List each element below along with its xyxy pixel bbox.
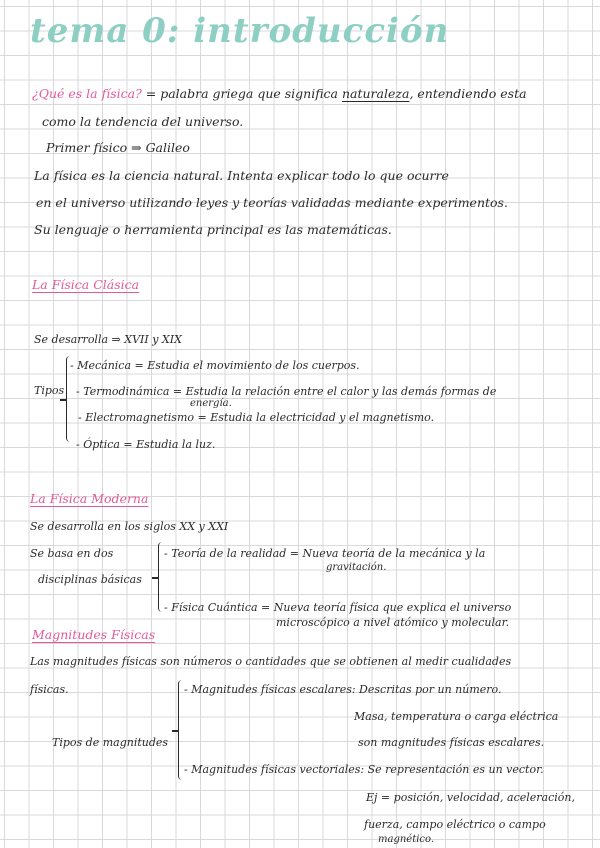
page-title: tema 0: introducción <box>30 11 450 51</box>
intro-line-2: como la tendencia del universo. <box>42 114 244 129</box>
magnitudes-vectoriales-ex-3: magnético. <box>378 834 435 845</box>
intro-line-6: Su lenguaje o herramienta principal es las matemáticas. <box>34 222 392 237</box>
moderna-heading: La Física Moderna <box>30 491 149 506</box>
moderna-item-relatividad: - Teoría de la realidad = Nueva teoría de la mecánica y la <box>164 547 486 560</box>
clasica-item-termodinamica-cont: energía. <box>190 398 232 409</box>
intro-naturaleza: naturaleza <box>341 86 410 101</box>
magnitudes-line-2: físicas. <box>30 683 69 696</box>
magnitudes-tipos-label: Tipos de magnitudes <box>52 736 169 749</box>
intro-question: ¿Qué es la física? <box>32 86 142 101</box>
intro-line-3: Primer físico ⇒ Galileo <box>46 140 190 155</box>
moderna-basa-2: disciplinas básicas <box>38 573 142 586</box>
clasica-item-mecanica: - Mecánica = Estudia el movimiento de los cuerpos. <box>70 359 360 372</box>
clasica-heading: La Física Clásica <box>32 277 140 292</box>
intro-line-5: en el universo utilizando leyes y teorías validadas mediante experimentos. <box>36 195 508 210</box>
moderna-item-cuantica-cont: microscópico a nivel atómico y molecular. <box>276 616 510 629</box>
magnitudes-vectoriales: - Magnitudes físicas vectoriales: Se representación es un vector. <box>184 763 544 776</box>
clasica-item-electromagnetismo: - Electromagnetismo = Estudia la electricidad y el magnetismo. <box>78 411 435 424</box>
magnitudes-escalares-ex-2: son magnitudes físicas escalares. <box>358 736 545 749</box>
magnitudes-vectoriales-ex-1: Ej = posición, velocidad, aceleración, <box>366 791 575 804</box>
magnitudes-escalares-ex-1: Masa, temperatura o carga eléctrica <box>354 710 559 723</box>
intro-line-1 <box>32 86 527 101</box>
moderna-basa-1: Se basa en dos <box>30 547 114 560</box>
magnitudes-escalares: - Magnitudes físicas escalares: Descritas por un número. <box>184 683 502 696</box>
moderna-desarrollo: Se desarrolla en los siglos XX y XXI <box>30 520 229 533</box>
magnitudes-line-1: Las magnitudes físicas son números o cantidades que se obtienen al medir cualidades <box>30 655 512 668</box>
clasica-item-optica: - Óptica = Estudia la luz. <box>76 438 216 451</box>
intro-line-4: La física es la ciencia natural. Intenta explicar todo lo que ocurre <box>34 168 449 183</box>
moderna-item-relatividad-cont: gravitación. <box>326 562 387 573</box>
intro-line-1-rest: = palabra griega que significa <box>145 86 338 101</box>
clasica-desarrollo: Se desarrolla ⇒ XVII y XIX <box>34 333 182 346</box>
clasica-item-termodinamica: - Termodinámica = Estudia la relación entre el calor y las demás formas de <box>76 385 497 398</box>
clasica-tipos-label: Tipos <box>34 384 65 397</box>
moderna-item-cuantica: - Física Cuántica = Nueva teoría física que explica el universo <box>164 601 512 614</box>
magnitudes-vectoriales-ex-2: fuerza, campo eléctrico o campo <box>364 818 546 831</box>
intro-line-1-end: , entendiendo esta <box>409 86 527 101</box>
magnitudes-heading: Magnitudes Físicas <box>32 627 156 642</box>
